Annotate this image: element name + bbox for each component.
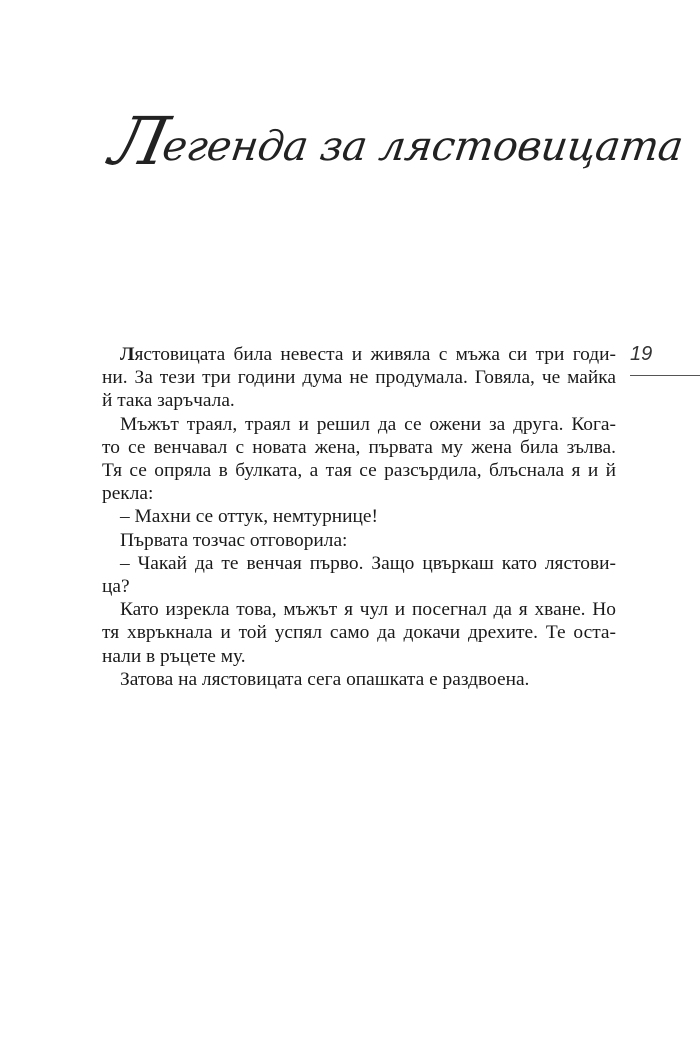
chapter-title: [103, 103, 687, 180]
text-line: – Махни се оттук, немтурнице!: [120, 506, 378, 528]
text-line: тя хвръкнала и той успял само да докачи дрехите. Те оста-: [102, 622, 616, 644]
bold-initial: Л: [120, 344, 135, 365]
paragraph-3: [102, 505, 616, 528]
text-line: Лястовицата била невеста и живяла с мъжа си три годи-: [120, 344, 616, 365]
text-line: Като изрекла това, мъжът я чул и посегнал да я хване. Но: [120, 599, 616, 621]
story-text: [102, 343, 616, 691]
paragraph-4: [102, 529, 616, 552]
text-line: рекла:: [102, 483, 154, 505]
page-number: 19: [630, 343, 653, 365]
text-line: Първата тозчас отговорила:: [120, 529, 348, 551]
text-line: нали в ръцете му.: [102, 645, 246, 667]
title-initial: Л: [103, 103, 176, 180]
text-line: Тя се опряла в булката, а тая се разсърдила, блъснала я и й: [102, 460, 616, 482]
title-rest: егенда за лястовицата: [159, 122, 687, 170]
text-line: ца?: [102, 576, 130, 598]
paragraph-7: [102, 668, 616, 691]
text-line: то се венчавал с новата жена, първата му жена била зълва.: [102, 436, 616, 458]
text-line: й така заръчала.: [102, 390, 235, 412]
page-number-rule: [630, 375, 700, 376]
text-line: – Чакай да те венчая първо. Защо цвъркаш като лястови-: [120, 552, 616, 574]
paragraph-2: [102, 413, 616, 506]
paragraph-5: [102, 552, 616, 598]
text-line: Затова на лястовицата сега опашката е раздвоена.: [120, 668, 530, 690]
text-line: ни. За тези три години дума не продумала. Говяла, че майка: [102, 367, 616, 389]
paragraph-6: [102, 598, 616, 668]
paragraph-1: [102, 343, 616, 413]
text-line: Мъжът траял, траял и решил да се ожени за друга. Кога-: [120, 413, 616, 435]
